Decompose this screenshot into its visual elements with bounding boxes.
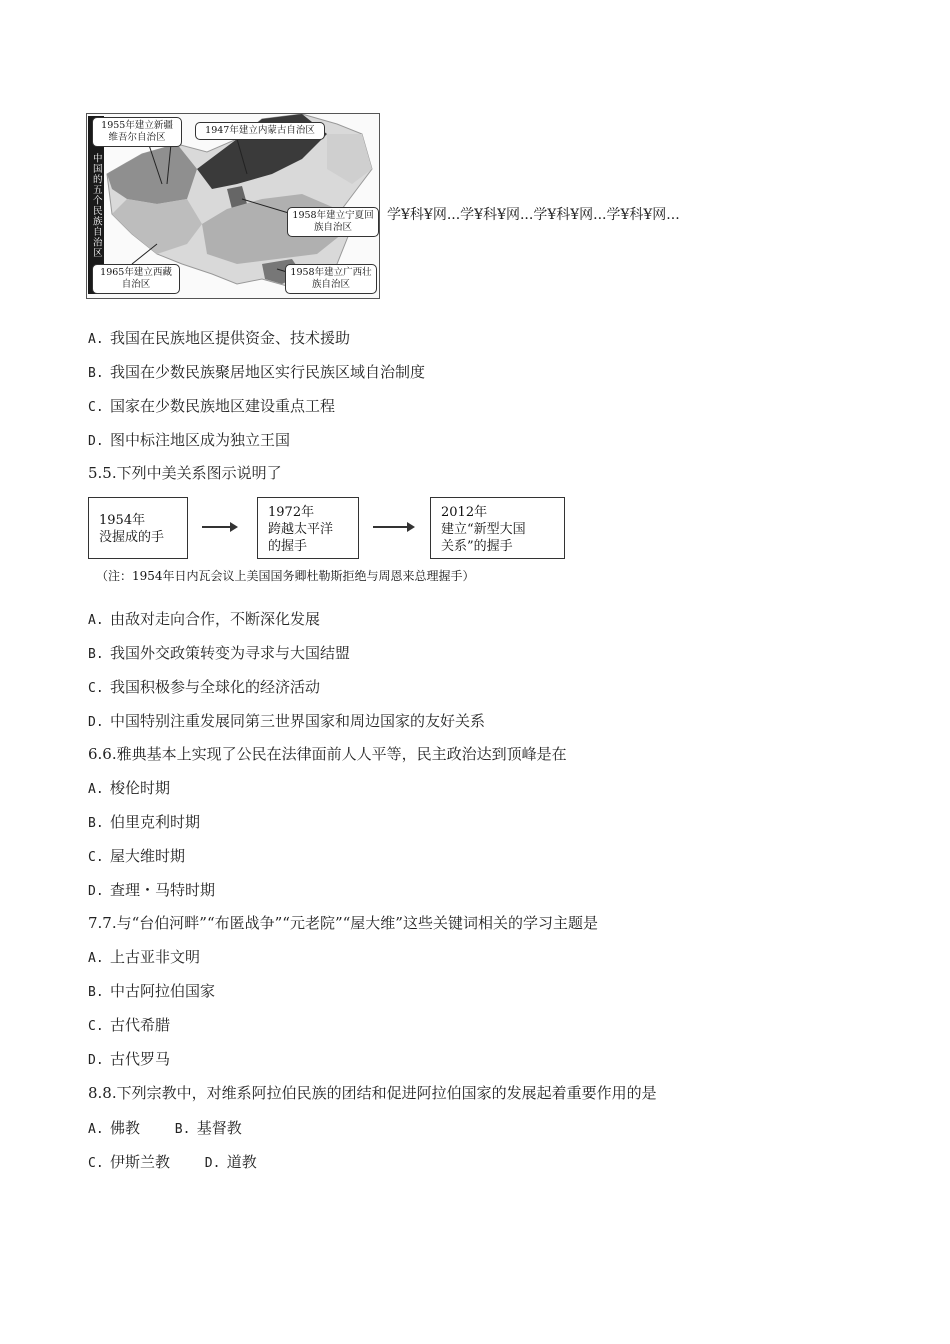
option-q7-c: C. 古代希腊 xyxy=(88,1016,171,1034)
question-7-stem: 7.7.与“台伯河畔”“布匿战争”“元老院”“屋大维”这些关键词相关的学习主题是 xyxy=(88,914,598,932)
option-q7-a: A. 上古亚非文明 xyxy=(88,948,201,966)
option-q5-c: C. 我国积极参与全球化的经济活动 xyxy=(88,678,321,696)
option-q8-c: C. 伊斯兰教 xyxy=(88,1153,171,1171)
option-q4-b: B. 我国在少数民族聚居地区实行民族区域自治制度 xyxy=(88,363,426,381)
option-q8-d: D. 道教 xyxy=(204,1153,257,1171)
option-q8-b: B. 基督教 xyxy=(174,1119,242,1137)
timeline-arrow-1 xyxy=(202,526,236,528)
option-q5-d: D. 中国特别注重发展同第三世界国家和周边国家的友好关系 xyxy=(88,712,486,730)
option-q8-row-1 xyxy=(88,1118,242,1140)
option-q7-b: B. 中古阿拉伯国家 xyxy=(88,982,216,1000)
option-q6-b: B. 伯里克利时期 xyxy=(88,813,201,831)
callout-inner-mongolia: 1947年建立内蒙古自治区 xyxy=(195,122,325,140)
option-q8-a: A. 佛教 xyxy=(88,1119,141,1137)
timeline-note: （注：1954年日内瓦会议上美国国务卿杜勒斯拒绝与周恩来总理握手） xyxy=(96,569,475,583)
callout-ningxia: 1958年建立宁夏回族自治区 xyxy=(287,207,379,237)
option-q4-a: A. 我国在民族地区提供资金、技术援助 xyxy=(88,329,351,347)
option-q6-d: D. 查理・马特时期 xyxy=(88,881,216,899)
question-8-stem: 8.8.下列宗教中，对维系阿拉伯民族的团结和促进阿拉伯国家的发展起着重要作用的是 xyxy=(88,1084,657,1102)
option-q8-row-2 xyxy=(88,1152,257,1174)
option-q4-d: D. 图中标注地区成为独立王国 xyxy=(88,431,291,449)
timeline-box-1972: 1972年 跨越太平洋 的握手 xyxy=(257,497,359,559)
timeline-arrow-2 xyxy=(373,526,413,528)
option-q5-b: B. 我国外交政策转变为寻求与大国结盟 xyxy=(88,644,351,662)
watermark-text: 学¥科¥网...学¥科¥网...学¥科¥网...学¥科¥网... xyxy=(387,207,680,223)
callout-guangxi: 1958年建立广西壮族自治区 xyxy=(285,264,377,294)
map-vertical-title: 中国的五个民族自治区 xyxy=(88,116,104,294)
option-q4-c: C. 国家在少数民族地区建设重点工程 xyxy=(88,397,336,415)
option-q7-d: D. 古代罗马 xyxy=(88,1050,171,1068)
timeline-box-1954: 1954年 没握成的手 xyxy=(88,497,188,559)
option-q6-c: C. 屋大维时期 xyxy=(88,847,186,865)
question-6-stem: 6.6.雅典基本上实现了公民在法律面前人人平等，民主政治达到顶峰是在 xyxy=(88,745,567,763)
callout-tibet: 1965年建立西藏自治区 xyxy=(92,264,180,294)
option-q5-a: A. 由敌对走向合作，不断深化发展 xyxy=(88,610,321,628)
option-q6-a: A. 梭伦时期 xyxy=(88,779,171,797)
china-autonomous-regions-map xyxy=(86,113,380,299)
timeline-box-2012: 2012年 建立“新型大国 关系”的握手 xyxy=(430,497,565,559)
callout-xinjiang: 1955年建立新疆维吾尔自治区 xyxy=(92,117,182,147)
question-5-stem: 5.5.下列中美关系图示说明了 xyxy=(88,464,282,482)
